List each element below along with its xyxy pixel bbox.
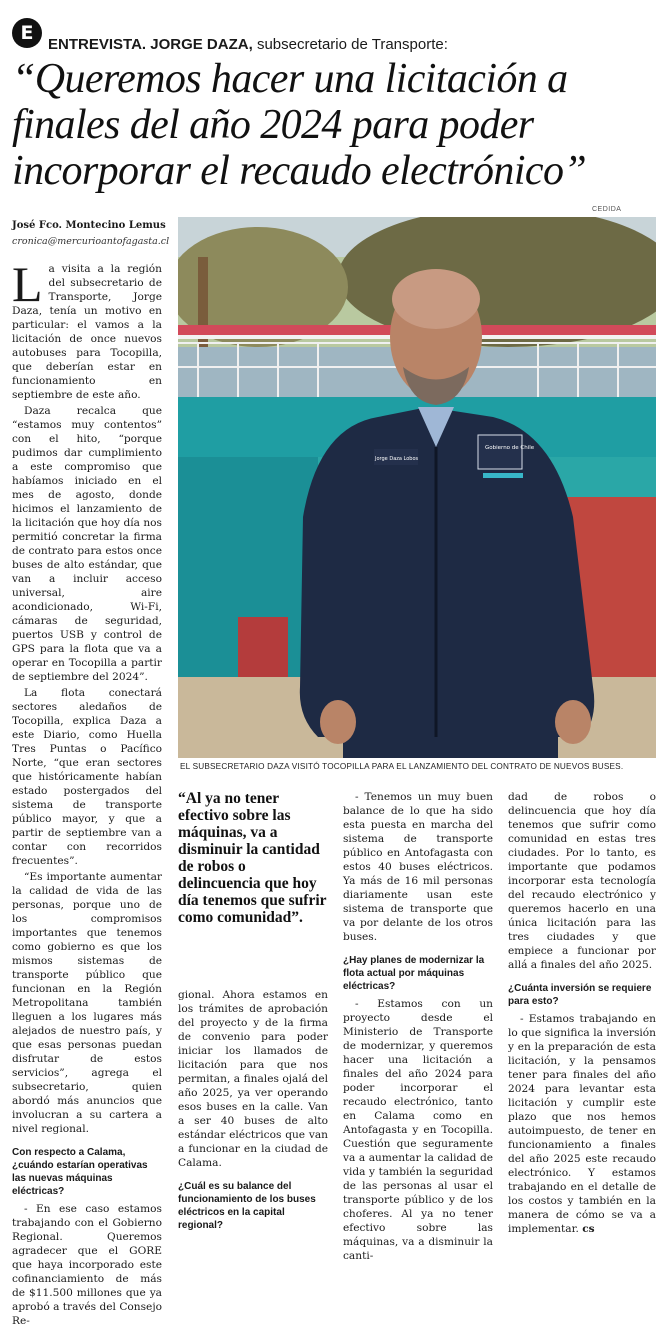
paragraph: La flota conectará sectores aledaños de Tocopilla, explica Daza a este Diario, como Huella Tres Puntas o Pacífico Norte, “que eran sectores que históricamente habían estado postergados del sistema de transporte público mayor, y que a partir de septiembre van a contar con recorridos frecuentes”.: [12, 687, 162, 867]
jacket-badge: Jorge Daza Lobos: [375, 456, 419, 462]
article-column-2: [178, 988, 328, 1236]
pull-quote: “Al ya no tener efectivo sobre las máquinas, va a disminuir la cantidad de robos o delincuencia que hoy día tenemos que sufrir como comunidad”.: [178, 790, 327, 926]
byline-email: cronica@mercurioantofagasta.cl: [12, 236, 170, 247]
paragraph-text: a visita a la región del subsecretario de Transporte, Jorge Daza, tenía un motivo en particular: el vamos a la licitación de once nuevos autobuses para Tocopilla, que deberían estar en funcionamiento en septiembre de este año.: [12, 263, 162, 401]
question: ¿Cuál es su balance del funcionamiento de los buses eléctricos en la capital regional?: [178, 1181, 316, 1231]
paragraph: gional. Ahora estamos en los trámites de aprobación del proyecto y de la firma de convenio para poder iniciar los llamados de licitación para que nos permitan, a finales ojalá del año 2025, ya ver operando esos buses en la calle. Van a ser 40 buses de alto estándar eléctricos que van a funcionar en la ciudad de Calama.: [178, 989, 328, 1169]
photo-credit: CEDIDA: [592, 206, 622, 213]
article-column-4: [508, 790, 656, 1238]
paragraph: - Estamos con un proyecto desde el Ministerio de Transporte de modernizar, y queremos hacer una licitación a finales del año 2024 para poder incorporar el recaudo electrónico, tanto en Calama como en Antofagasta y en Tocopilla. Cuestión que seguramente va a aumentar la calidad de vida y también la seguridad de las personas al usar el transporte público y de los choferes. Al ya no tener efectivo sobre las máquinas, va a disminuir la canti-: [343, 998, 493, 1262]
photo-illustration: [178, 217, 656, 758]
article-column-3: [343, 790, 493, 1265]
question: ¿Cuánta inversión se requiere para esto?: [508, 983, 652, 1007]
dropcap: L: [12, 256, 43, 312]
paragraph: - En ese caso estamos trabajando con el Gobierno Regional. Queremos agradecer que el GORE que haya incorporado este cofinanciamiento de más de $11.500 millones que ya aprobó a través del Consejo Re-: [12, 1203, 162, 1327]
paragraph: “Es importante aumentar la calidad de vida de las personas, porque uno de los compromisos importantes que tenemos como gobierno es que los mismos sistemas de transporte público que funcionan en la Región Metropolitana también lleguen a los lugares más alejados de nuestro país, y que esas personas puedan disfrutar de estos servicios”, agrega el subsecretario, quien abordó más anuncios que involucran a su cartera a nivel regional.: [12, 871, 162, 1135]
section-badge: E: [12, 18, 42, 48]
paragraph: - Tenemos un muy buen balance de lo que ha sido esta puesta en marcha del sistema de transporte público en Antofagasta con estos 40 buses eléctricos. Ya más de 16 mil personas diariamente usan este sistema de transporte que va por delante de los otros buses.: [343, 791, 493, 943]
kicker-person: JORGE DAZA,: [150, 36, 253, 53]
jacket-logo: Gobierno de Chile: [485, 445, 535, 451]
byline-author: José Fco. Montecino Lemus: [12, 220, 166, 231]
paragraph: [12, 256, 162, 402]
kicker-role: subsecretario de Transporte:: [256, 36, 448, 53]
photo-caption: EL SUBSECRETARIO DAZA VISITÓ TOCOPILLA PARA EL LANZAMIENTO DEL CONTRATO DE NUEVOS BUSES.: [180, 762, 624, 771]
headline: “Queremos hacer una licitación a finales del año 2024 para poder incorporar el recaudo electrónico”: [12, 56, 587, 194]
paragraph: [508, 1012, 656, 1236]
article-photo: [178, 217, 656, 758]
question: Con respecto a Calama, ¿cuándo estarían operativas las nuevas máquinas eléctricas?: [12, 1147, 148, 1197]
article-column-1: [12, 256, 162, 1330]
question: ¿Hay planes de modernizar la flota actual por máquinas eléctricas?: [343, 955, 485, 992]
end-mark: cs: [582, 1223, 595, 1235]
kicker-label: ENTREVISTA.: [48, 36, 147, 53]
paragraph-text: - Estamos trabajando en lo que significa la inversión y en la preparación de esta licitación, y la pensamos tener para finales del año 2024 para levantar esta licitación y cumplir este plazo que nos hemos autoimpuesto, de tener en funcionamiento a finales del año 2025 este recaudo electrónico. Y estamos trabajando en el detalle de los costos y también en la manera de cómo se va a implementar.: [508, 1013, 656, 1235]
kicker: [48, 36, 448, 54]
paragraph: dad de robos o delincuencia que hoy día tenemos que sufrir como comunidad en estas tres ciudades. Por lo tanto, es importante que podamos incorporar esta tecnología del recaudo electrónico y queremos hacerlo en una única licitación para las tres ciudades y que empiece a funcionar por allá a finales del año 2025.: [508, 791, 656, 971]
paragraph: Daza recalca que “estamos muy contentos” con el hito, “porque pudimos dar cumplimiento a este compromiso que habíamos iniciado en el mes de agosto, donde hicimos el lanzamiento de la licitación que hoy día nos permitió concretar la firma de contrato para estos once buses de alto estándar, que van a incluir acceso universal, aire acondicionado, Wi-Fi, cámaras de seguridad, puertos USB y control de GPS para la flota que va a operar en Tocopilla a partir de septiembre del 2024”.: [12, 405, 162, 683]
